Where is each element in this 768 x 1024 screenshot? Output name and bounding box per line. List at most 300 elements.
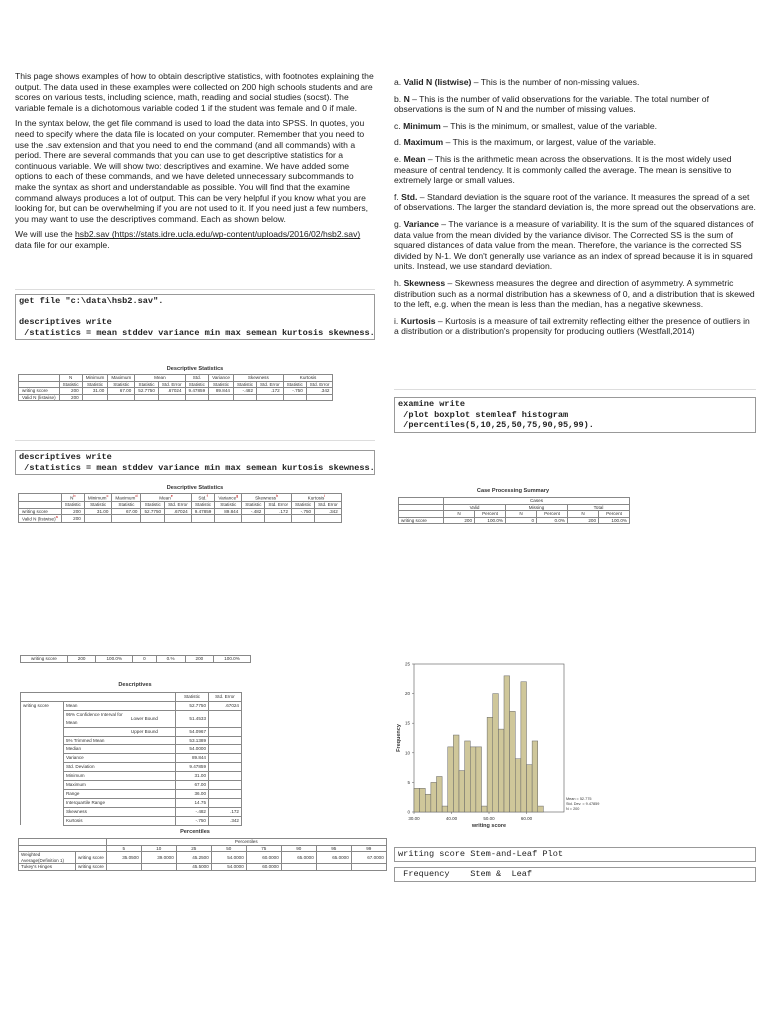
se-value: [209, 754, 242, 763]
histogram-chart: [392, 658, 600, 838]
histogram-bar: [532, 741, 538, 812]
histogram-bar: [527, 765, 533, 812]
footnote-marker[interactable]: e: [170, 494, 173, 498]
value-cell: 100.0%: [599, 517, 630, 524]
data-row: [21, 789, 242, 798]
column-header: $N^b$: [61, 494, 84, 502]
subheader-cell: Percent: [599, 511, 630, 518]
variable-label: [21, 727, 64, 736]
corner-cell: [19, 494, 62, 502]
divider: [394, 389, 756, 390]
value-cell: writing score: [21, 656, 68, 663]
se-value: [209, 772, 242, 781]
column-header: Valid: [444, 504, 506, 511]
value-cell: .67024: [165, 508, 192, 515]
definition-key: i.: [394, 315, 401, 326]
subheader-cell: Std. Error: [306, 381, 333, 388]
data-row: [21, 754, 242, 763]
subheader-cell: Statistic: [215, 502, 242, 509]
empty-cell: [141, 515, 165, 523]
value-cell: -.482: [242, 508, 265, 515]
definition-text: – Kurtosis is a measure of tail extremity reflecting either the presence of outliers in a distribution or a distribution's propensity for producing outliers (Westfall,2014): [394, 315, 750, 337]
corner-cell: [399, 504, 444, 511]
definition-key: b.: [394, 93, 404, 104]
data-row: [21, 701, 242, 710]
value-cell: [141, 864, 176, 871]
data-row: [21, 798, 242, 807]
stat-sublabel: Upper Bound: [129, 727, 176, 736]
se-value: [209, 727, 242, 736]
empty-cell: [112, 515, 141, 523]
code-block-descriptives: [15, 450, 375, 475]
value-cell: 0.%: [156, 656, 185, 663]
stat-sublabel: [129, 736, 176, 745]
footnote-marker[interactable]: h: [276, 494, 279, 498]
value-cell: 100.0%: [96, 656, 133, 663]
legend-entry: Std. Dev. = 9.47859: [566, 802, 600, 806]
value-cell: 89.844: [215, 508, 242, 515]
empty-cell: [158, 394, 185, 401]
column-header: 95: [316, 845, 351, 852]
intro-paragraph-3: [15, 229, 375, 250]
partial-row: [21, 656, 251, 663]
definition-text: – This is the maximum, or largest, value of the variable.: [443, 137, 657, 148]
column-header: Std.$^f$: [191, 494, 215, 502]
stat-label: Range: [63, 789, 128, 798]
variable-label: [21, 772, 64, 781]
footnote-marker[interactable]: a: [55, 515, 58, 520]
desc-stats-title-2: Descriptive Statistics: [166, 485, 224, 491]
empty-cell: [209, 394, 234, 401]
code-block-get-file: [15, 294, 375, 340]
y-tick-label: 5: [407, 779, 410, 785]
syntax-get-file: get file "c:\data\hsb2.sav". descriptives write /statistics = mean stddev variance min max semean kurtosis skewness.: [19, 296, 375, 338]
divider: [15, 289, 375, 290]
value-cell: 31.00: [84, 508, 112, 515]
footnote-marker[interactable]: b: [73, 494, 76, 498]
value-cell: 0: [133, 656, 157, 663]
value-cell: .342: [315, 508, 342, 515]
desc-stats-table-2: [18, 493, 342, 523]
data-row: [21, 710, 242, 727]
variable-label: [21, 710, 64, 727]
histogram-bar: [521, 682, 527, 812]
stat-label: Std. Deviation: [63, 763, 128, 772]
variable-label: [21, 798, 64, 807]
subheader-cell: Statistic: [283, 381, 306, 388]
subheader-cell: Statistic: [185, 381, 209, 388]
case-summary-table: [398, 497, 630, 524]
intro-paragraph-1: This page shows examples of how to obtain descriptive statistics, with footnotes explaining the output. The data used in these examples were collected on 200 high schools students and are scores on various tests, including science, math, reading and social studies (socst). The variable female is a dichotomous variable coded 1 if the student was female and 0 if male.: [15, 71, 374, 113]
value-cell: 200: [444, 517, 475, 524]
row-label: Weighted Average(Definition 1): [19, 852, 76, 864]
stat-value: 54.0967: [176, 727, 209, 736]
intro-p3-post: data file for our example.: [15, 239, 110, 250]
value-cell: 200: [67, 656, 96, 663]
row-label: Valid N (listwise): [19, 394, 60, 401]
footnote-definitions: [394, 77, 756, 337]
value-cell: 200: [59, 394, 82, 401]
variable-label: [21, 807, 64, 816]
stem-leaf-header: Frequency Stem & Leaf: [398, 869, 533, 879]
column-header: Total: [568, 504, 630, 511]
subheader-cell: Statistic: [59, 381, 82, 388]
definition-key: a.: [394, 77, 404, 87]
syntax-descriptives: descriptives write /statistics = mean stddev variance min max semean kurtosis skewness.: [19, 452, 375, 473]
data-row: [399, 517, 630, 524]
stat-label: Variance: [63, 754, 128, 763]
subheader-row: [19, 502, 342, 509]
value-cell: -.482: [233, 388, 256, 395]
column-header: Skewness$^h$: [242, 494, 292, 502]
empty-cell: [242, 515, 265, 523]
value-cell: 9.47859: [191, 508, 215, 515]
histogram-bar: [515, 759, 521, 812]
column-header: Skewness: [233, 375, 283, 382]
value-cell: 67.00: [108, 388, 135, 395]
column-header: Maximum: [108, 375, 135, 382]
row-label: writing score: [399, 517, 444, 524]
case-summary-clipped-row: [20, 655, 251, 662]
corner-cell: [19, 845, 107, 852]
column-header: Variance$^g$: [215, 494, 242, 502]
variable-label: writing score: [21, 701, 64, 710]
value-cell: 45.5000: [176, 864, 211, 871]
variable-label: [21, 781, 64, 790]
stat-label: Skewness: [63, 807, 128, 816]
se-value: [209, 763, 242, 772]
value-cell: 65.0000: [316, 852, 351, 864]
percentiles-table: [18, 838, 387, 871]
histogram-bar: [465, 741, 471, 812]
stat-value: 52.7750: [176, 701, 209, 710]
empty-cell: [185, 394, 209, 401]
value-cell: 54.0000: [211, 852, 246, 864]
histogram-bar: [476, 747, 482, 812]
stat-value: 89.844: [176, 754, 209, 763]
data-row: [21, 763, 242, 772]
empty-cell: [135, 394, 159, 401]
value-cell: [316, 864, 351, 871]
subheader-cell: Std. Error: [257, 381, 284, 388]
empty-cell: [315, 515, 342, 523]
divider: [15, 440, 375, 441]
variable-label: [21, 789, 64, 798]
column-header: Variance: [209, 375, 234, 382]
subheader-cell: Statistic: [191, 502, 215, 509]
variable-label: [21, 816, 64, 825]
histogram-bar: [470, 747, 476, 812]
value-cell: 45.2500: [176, 852, 211, 864]
data-row: [21, 816, 242, 825]
definition-term: Std.: [401, 191, 418, 202]
empty-cell: [108, 394, 135, 401]
value-cell: [351, 864, 386, 871]
subheader-cell: Std. Error: [315, 502, 342, 509]
histogram-bar: [504, 676, 510, 812]
footnote-marker[interactable]: d: [135, 494, 138, 498]
definition-term: Maximum: [403, 137, 444, 148]
x-tick-label: 50.00: [483, 816, 495, 821]
code-block-stem-leaf-title: [394, 847, 756, 862]
value-cell: 100.0%: [214, 656, 251, 663]
y-tick-label: 15: [404, 720, 410, 726]
corner-cell: [19, 839, 107, 846]
value-cell: 200: [61, 515, 84, 523]
stat-label: Interquartile Range: [63, 798, 128, 807]
stat-value: 36.00: [176, 789, 209, 798]
se-value: .172: [209, 807, 242, 816]
header-row: [19, 845, 387, 852]
se-value: [209, 745, 242, 754]
code-block-stem-leaf-header: [394, 867, 756, 882]
histogram-bar: [420, 788, 426, 812]
syntax-examine: examine write /plot boxplot stemleaf histogram /percentiles(5,10,25,50,75,90,95,99).: [398, 399, 594, 431]
footnote-marker[interactable]: f: [206, 494, 208, 498]
value-cell: .67024: [158, 388, 185, 395]
data-row: [21, 736, 242, 745]
legend-entry: Mean = 52.775: [566, 797, 592, 801]
definition-text: – This is the minimum, or smallest, value of the variable.: [440, 120, 658, 131]
se-value: .342: [209, 816, 242, 825]
value-cell: 200: [61, 508, 84, 515]
definition-b: [394, 94, 756, 115]
case-summary-title: Case Processing Summary: [476, 488, 550, 494]
histogram-bar: [425, 794, 431, 812]
x-tick-label: 60.00: [520, 816, 533, 821]
value-cell: 65.0000: [281, 852, 316, 864]
data-row: [19, 864, 387, 871]
value-cell: .172: [257, 388, 284, 395]
empty-cell: [257, 394, 284, 401]
stat-value: 14.75: [176, 798, 209, 807]
value-cell: .172: [265, 508, 292, 515]
stat-sublabel: [129, 745, 176, 754]
stat-label: [63, 727, 128, 736]
header-row: [399, 504, 630, 511]
value-cell: 200: [568, 517, 599, 524]
legend-entry: N = 200: [566, 807, 580, 811]
column-header: 50: [211, 845, 246, 852]
column-group: Cases: [444, 498, 630, 505]
header-row: [19, 375, 333, 382]
column-header: Mean$^e$: [141, 494, 191, 502]
y-tick-label: 20: [404, 691, 410, 697]
histogram-bar: [498, 729, 504, 812]
definition-key: c.: [394, 120, 404, 131]
value-cell: 52.7750: [135, 388, 159, 395]
stat-value: 31.00: [176, 772, 209, 781]
stat-sublabel: [129, 798, 176, 807]
histogram-bar: [510, 711, 516, 812]
subheader-cell: N: [506, 511, 537, 518]
data-row: [19, 515, 342, 523]
value-cell: 60.0000: [246, 864, 281, 871]
stat-sublabel: [129, 754, 176, 763]
subheader-cell: Statistic: [242, 502, 265, 509]
column-header: Kurtosis: [283, 375, 333, 382]
subheader-cell: Statistic: [135, 381, 159, 388]
se-value: [209, 710, 242, 727]
subheader-cell: Percent: [475, 511, 506, 518]
subheader-cell: Statistic: [84, 502, 112, 509]
empty-cell: [292, 515, 315, 523]
definition-f: [394, 192, 756, 213]
definition-key: f.: [394, 191, 402, 202]
definition-term: Mean: [403, 153, 426, 164]
stat-value: 53.1389: [176, 736, 209, 745]
se-value: [209, 798, 242, 807]
stat-sublabel: [129, 763, 176, 772]
value-cell: 200: [185, 656, 214, 663]
row-var: writing score: [76, 852, 107, 864]
data-row: [19, 508, 342, 515]
histogram-bar: [487, 717, 493, 812]
column-header: Maximum$^d$: [112, 494, 141, 502]
definition-term: Skewness: [403, 277, 446, 288]
value-cell: .342: [306, 388, 333, 395]
stat-sublabel: [129, 807, 176, 816]
value-cell: 100.0%: [475, 517, 506, 524]
se-value: [209, 781, 242, 790]
subheader-cell: Statistic: [112, 502, 141, 509]
subheader-row: [19, 381, 333, 388]
se-value: .67024: [209, 701, 242, 710]
row-label: Valid N (listwise)$^a$: [19, 515, 62, 523]
value-cell: 0.0%: [537, 517, 568, 524]
stat-sublabel: [129, 701, 176, 710]
stat-value: 9.47859: [176, 763, 209, 772]
value-cell: 60.0000: [246, 852, 281, 864]
definition-i: [394, 316, 756, 337]
stat-label: Maximum: [63, 781, 128, 790]
stat-sublabel: Lower Bound: [129, 710, 176, 727]
desc-stats-table-1: [18, 374, 333, 401]
row-var: writing score: [76, 864, 107, 871]
se-value: [209, 736, 242, 745]
column-header: 75: [246, 845, 281, 852]
definition-c: [394, 121, 756, 132]
histogram-bar: [437, 776, 443, 812]
corner-cell: [19, 375, 60, 382]
column-header: Statistic: [176, 693, 209, 702]
histogram-bar: [482, 806, 488, 812]
corner-cell: [399, 498, 444, 505]
variable-label: [21, 745, 64, 754]
empty-cell: [191, 515, 215, 523]
column-header: Minimum$^c$: [84, 494, 112, 502]
histogram-bar: [414, 788, 420, 812]
value-cell: 31.00: [82, 388, 108, 395]
data-row: [19, 394, 333, 401]
se-value: [209, 789, 242, 798]
corner-cell: [399, 511, 444, 518]
value-cell: 54.0000: [211, 864, 246, 871]
x-tick-label: 40.00: [445, 816, 458, 821]
header-row: [21, 693, 242, 702]
empty-cell: [215, 515, 242, 523]
y-tick-label: 25: [404, 661, 410, 667]
histogram-bar: [459, 771, 465, 812]
column-group: Percentiles: [106, 839, 386, 846]
empty-cell: [306, 394, 333, 401]
descriptives-title: Descriptives: [118, 682, 152, 688]
column-header: Minimum: [82, 375, 108, 382]
stat-value: 51.4533: [176, 710, 209, 727]
variable-label: [21, 754, 64, 763]
definition-term: Valid N (listwise): [403, 77, 472, 87]
data-row: [21, 807, 242, 816]
data-row: [21, 781, 242, 790]
descriptives-table: [20, 692, 242, 826]
definition-text: – Standard deviation is the square root of the variance. It measures the spread of a set of observations. The larger the standard deviation is, the more spread out the observations are.: [394, 191, 756, 213]
definition-key: h.: [394, 277, 404, 288]
footnote-marker[interactable]: g: [236, 494, 239, 498]
empty-cell: [165, 515, 192, 523]
group-row: [399, 498, 630, 505]
corner-cell: [21, 693, 176, 702]
column-header: 10: [141, 845, 176, 852]
desc-stats-title-1: Descriptive Statistics: [166, 366, 224, 372]
intro-text: [15, 71, 375, 251]
definition-d: [394, 137, 756, 148]
definition-key: d.: [394, 137, 404, 148]
definition-key: g.: [394, 218, 404, 229]
value-cell: -.750: [283, 388, 306, 395]
row-label: Tukey's Hinges: [19, 864, 76, 871]
stat-value: -.750: [176, 816, 209, 825]
y-tick-label: 0: [407, 809, 410, 815]
definition-e: [394, 154, 756, 186]
subheader-cell: Statistic: [61, 502, 84, 509]
y-axis-label: Frequency: [396, 724, 402, 752]
stat-label: 95% Confidence Interval for Mean: [63, 710, 128, 727]
value-cell: 35.0500: [106, 852, 141, 864]
definition-text: – Skewness measures the degree and direction of asymmetry. A symmetric distribution such as a normal distribution has a skewness of 0, and a distribution that is skewed to the left, e.g. when the mean is less than the median, has a negative skewness.: [394, 277, 755, 310]
histogram-bar: [442, 806, 448, 812]
footnote-marker[interactable]: c: [106, 494, 109, 498]
value-cell: 9.47859: [185, 388, 209, 395]
data-row: [19, 388, 333, 395]
stat-label: 5% Trimmed Mean: [63, 736, 128, 745]
corner-cell: [19, 502, 62, 509]
data-row: [21, 772, 242, 781]
column-header: 25: [176, 845, 211, 852]
hsb2-data-link[interactable]: hsb2.sav (https://stats.idre.ucla.edu/wp-content/uploads/2016/02/hsb2.sav): [75, 229, 361, 240]
code-block-examine: [394, 397, 756, 433]
subheader-cell: Std. Error: [265, 502, 292, 509]
column-header: Std. Error: [209, 693, 242, 702]
subheader-cell: Percent: [537, 511, 568, 518]
percentiles-title: Percentiles: [180, 829, 210, 835]
value-cell: 67.00: [112, 508, 141, 515]
empty-cell: [265, 515, 292, 523]
x-tick-label: 30.00: [408, 816, 420, 821]
footnote-marker[interactable]: i: [324, 494, 326, 498]
stat-label: Mean: [63, 701, 128, 710]
value-cell: [281, 864, 316, 871]
stem-leaf-title: writing score Stem-and-Leaf Plot: [398, 849, 564, 859]
subheader-cell: Statistic: [209, 381, 234, 388]
stat-sublabel: [129, 816, 176, 825]
value-cell: [106, 864, 141, 871]
row-label: writing score: [19, 388, 60, 395]
value-cell: 67.0000: [351, 852, 386, 864]
histogram-bar: [448, 747, 454, 812]
stat-label: Median: [63, 745, 128, 754]
intro-paragraph-2: In the syntax below, the get file command is used to load the data into SPSS. In quotes, you need to specify where the data file is located on your computer. Remember that you need to use the .sav extension and that you need to end the command (and all commands) with a period. There are several commands that you can use to get descriptive statistics for a continuous variable. We will show two: descriptives and examine. We have added some options to each of these commands, and we have deleted unnecessary subcommands to make the syntax as short and understandable as possible. You will find that the examine command always produces a lot of output. This can be very helpful if you know what you are looking for, but can be overwhelming if you are not used to it. If you need just a few numbers, you may want to use the descriptives command. Each as shown below.: [15, 118, 369, 224]
column-header: Std.: [185, 375, 209, 382]
